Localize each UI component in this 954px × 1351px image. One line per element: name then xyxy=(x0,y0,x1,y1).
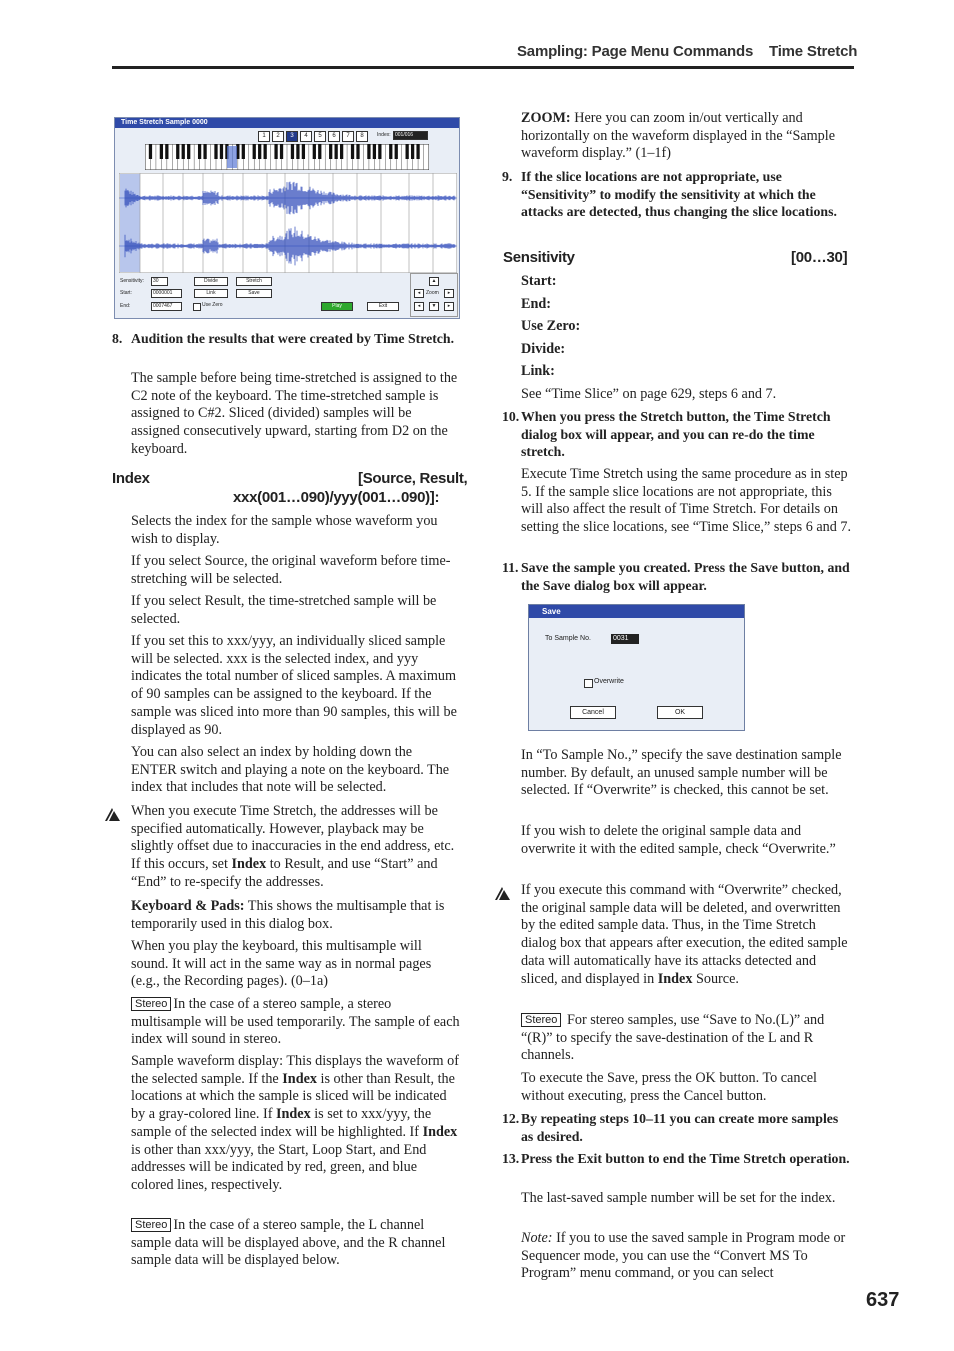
waveform-display-paragraph: Sample waveform display: This displays the waveform of the selected sample. If the Index is other than Result, the locations at which the sample is sliced will be indicated by a gray-colored line. If Index is set to xxx/yyy, the sample of the selected index will be highlighted. If Index is other than xxx/yyy, the Start, Loop Start, and End addresses will be indicated by red, green, and blue colored lines, respectively. xyxy=(131,1053,459,1193)
sensitivity-heading: Sensitivity xyxy=(503,249,575,266)
start-field[interactable]: 0000001 xyxy=(151,289,182,298)
step-10-description: Execute Time Stretch using the same procedure as in step 5. If the sample slice locations are not appropriate, this will also affect the result of Time Stretch. For details on setting the slice locations, see “Time Slice,” steps 6 and 7. xyxy=(521,466,852,536)
index-button-2[interactable]: 2 xyxy=(272,131,284,142)
screenshot-titlebar: Time Stretch Sample 0000 xyxy=(115,118,459,128)
step-8: 8. Audition the results that were created by Time Stretch. xyxy=(112,331,455,346)
step-13-description: The last-saved sample number will be set for the index. xyxy=(521,1190,836,1206)
stereo-paragraph-1: Stereo In the case of a stereo sample, a stereo multisample will be used temporarily. The sample of each index will sound in stereo. xyxy=(131,996,460,1048)
index-p4: If you set this to xxx/yyy, an individually sliced sample will be selected. xxx is the selected index, and yyy indicates the total number of sliced samples. A maximum of 90 samples can be assigned to the keyboard. If the sample was sliced into more than 90 samples, this will be displayed as 90. xyxy=(131,633,457,738)
zoom-in-h-icon[interactable]: ◂ xyxy=(414,302,424,311)
index-button-1[interactable]: 1 xyxy=(258,131,270,142)
index-button-6[interactable]: 6 xyxy=(328,131,340,142)
param-divide: Divide: xyxy=(521,341,566,357)
to-sample-no-field[interactable]: 0031 xyxy=(611,634,639,644)
save-dialog-title: Save xyxy=(529,605,744,618)
play-button[interactable]: Play xyxy=(321,302,353,311)
header-rule xyxy=(112,66,854,69)
see-time-slice: See “Time Slice” on page 629, steps 6 and 7. xyxy=(521,386,777,402)
caution-right: If you execute this command with “Overwrite” checked, the original sample data will be deleted, and overwritten by the edited sample data. Thus, in the Time Stretch dialog box that appears after execution, the edited sample data will automatically have its attacks detected and sliced, and displayed in Index Source. xyxy=(521,882,848,987)
param-start: Start: xyxy=(521,273,557,289)
page-number: 637 xyxy=(866,1289,900,1311)
use-zero-checkbox[interactable] xyxy=(193,303,201,311)
zoom-down-icon[interactable]: ▼ xyxy=(429,302,439,311)
zoom-panel xyxy=(410,273,458,317)
note-paragraph: Note: If you to use the saved sample in Program mode or Sequencer mode, you can use the “Convert MS To Program” menu command, or you can select xyxy=(521,1230,846,1282)
index-p3: If you select Result, the time-stretched sample will be selected. xyxy=(131,593,437,627)
index-p2: If you select Source, the original waveform before time-stretching will be selected. xyxy=(131,553,451,587)
overwrite-label: Overwrite xyxy=(594,678,624,685)
keyboard-pads-paragraph: Keyboard & Pads: This shows the multisample that is temporarily used in this dialog box. xyxy=(131,898,445,932)
zoom-out-h-icon[interactable]: ▸ xyxy=(444,302,454,311)
to-sample-no-label: To Sample No. xyxy=(545,635,591,642)
page-header-title: Time Stretch xyxy=(769,43,858,60)
save-dialog-screenshot xyxy=(528,604,745,731)
stretch-button[interactable]: Stretch xyxy=(236,277,272,286)
index-range-1: [Source, Result, xyxy=(358,470,468,487)
stereo-tag: Stereo xyxy=(131,997,171,1011)
sensitivity-label: Sensitivity: xyxy=(120,278,144,284)
param-end: End: xyxy=(521,296,551,312)
index-button-8[interactable]: 8 xyxy=(356,131,368,142)
zoom-right-icon[interactable]: ▸ xyxy=(444,289,454,298)
index-p5: You can also select an index by holding down the ENTER switch and playing a note on the keyboard. The index that includes that note will be selected. xyxy=(131,744,450,796)
index-label: Index: xyxy=(377,132,391,138)
stereo-save-paragraph: Stereo For stereo samples, use “Save to No.(L)” and “(R)” to specify the save-destination of the L and R channels. xyxy=(521,1012,825,1064)
step-10: 10. When you press the Stretch button, the Time Stretch dialog box will appear, and you can re-do the time stretch. xyxy=(502,409,831,459)
sensitivity-range: [00…30] xyxy=(791,249,848,266)
time-stretch-screenshot xyxy=(114,117,460,319)
sensitivity-field[interactable]: 30 xyxy=(151,277,168,286)
step-8-description: The sample before being time-stretched is assigned to the C2 note of the keyboard. The time-stretched sample is assigned to C#2. Sliced (divided) samples will be assigned consecutively upward, starting from D2 on the keyboard. xyxy=(131,370,458,457)
param-use-zero: Use Zero: xyxy=(521,318,581,334)
step-12: 12. By repeating steps 10–11 you can create more samples as desired. xyxy=(502,1111,839,1144)
step-11: 11. Save the sample you created. Press the Save button, and the Save dialog box will appear. xyxy=(502,560,850,593)
index-p1: Selects the index for the sample whose waveform you wish to display. xyxy=(131,513,438,547)
index-range-2: xxx(001…090)/yyy(001…090)]: xyxy=(233,489,440,506)
step-11-p2: If you wish to delete the original sample data and overwrite it with the edited sample, check “Overwrite.” xyxy=(521,823,836,857)
sample-waveform-display[interactable] xyxy=(119,173,457,273)
stereo-tag: Stereo xyxy=(521,1013,561,1027)
keyboard-play-paragraph: When you play the keyboard, this multisample will sound. It will act in the same way as in normal pages (e.g., the Recording pages). (0–1a) xyxy=(131,938,432,990)
link-button[interactable]: Link xyxy=(194,289,228,298)
exit-button[interactable]: Exit xyxy=(367,302,399,311)
divide-button[interactable]: Divide xyxy=(194,277,228,286)
step-11-p3: To execute the Save, press the OK button. To cancel without executing, press the Cancel button. xyxy=(521,1070,817,1104)
ok-button[interactable]: OK xyxy=(657,706,703,719)
end-field[interactable]: 0007467 xyxy=(151,302,182,311)
use-zero-label: Use Zero xyxy=(202,302,223,308)
stereo-tag: Stereo xyxy=(131,1218,171,1232)
zoom-up-icon[interactable]: ▲ xyxy=(429,277,439,286)
start-label: Start: xyxy=(120,290,132,296)
param-link: Link: xyxy=(521,363,555,379)
step-9: 9. If the slice locations are not appropriate, use “Sensitivity” to modify the sensitivity at which the attacks are detected, thus changing the slice locations. xyxy=(502,169,837,219)
end-label: End: xyxy=(120,303,131,309)
index-button-7[interactable]: 7 xyxy=(342,131,354,142)
keyboard-display[interactable] xyxy=(145,144,429,170)
zoom-left-icon[interactable]: ◂ xyxy=(414,289,424,298)
step-13: 13. Press the Exit button to end the Time Stretch operation. xyxy=(502,1151,850,1166)
cancel-button[interactable]: Cancel xyxy=(570,706,616,719)
overwrite-checkbox[interactable] xyxy=(584,679,593,688)
index-button-3[interactable]: 3 xyxy=(286,131,298,142)
index-field[interactable]: 001/016 xyxy=(393,131,428,140)
zoom-label: Zoom xyxy=(426,290,439,296)
index-button-4[interactable]: 4 xyxy=(300,131,312,142)
zoom-paragraph: ZOOM: Here you can zoom in/out vertically and horizontally on the waveform displayed in the “Sample waveform display.” (1–1f) xyxy=(521,110,836,162)
save-button[interactable]: Save xyxy=(236,289,272,298)
index-button-5[interactable]: 5 xyxy=(314,131,326,142)
section-title: Sampling: Page Menu Commands xyxy=(517,43,754,60)
step-11-p1: In “To Sample No.,” specify the save destination sample number. By default, an unused sample number will be selected. If “Overwrite” is checked, this cannot be set. xyxy=(521,747,842,799)
caution-left: When you execute Time Stretch, the addresses will be specified automatically. However, playback may be slightly offset due to inaccuracies in the end address, etc. If this occurs, set Index to Result, and use “Start” and “End” to re-specify the addresses. xyxy=(131,803,455,890)
caution-icon xyxy=(101,806,123,822)
index-heading: Index xyxy=(112,470,150,487)
stereo-paragraph-2: Stereo In the case of a stereo sample, the L channel sample data will be displayed above, and the R channel sample data will be displayed below. xyxy=(131,1217,446,1269)
caution-icon xyxy=(491,885,513,901)
